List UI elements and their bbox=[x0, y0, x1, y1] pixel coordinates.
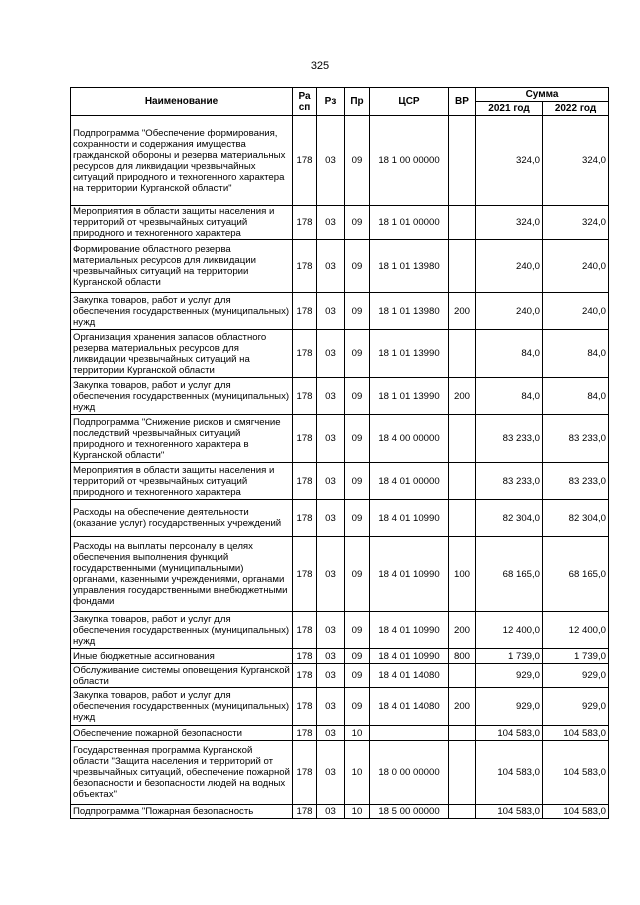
row-csr: 18 1 00 00000 bbox=[370, 116, 449, 206]
row-name: Закупка товаров, работ и услуг для обеспечения государственных (муниципальных) нужд bbox=[71, 293, 293, 330]
header-csr: ЦСР bbox=[370, 88, 449, 116]
row-ra: 178 bbox=[293, 378, 317, 415]
row-rz: 03 bbox=[317, 500, 345, 537]
header-year-2022: 2022 год bbox=[543, 102, 609, 116]
row-csr: 18 4 01 10990 bbox=[370, 500, 449, 537]
row-rz: 03 bbox=[317, 463, 345, 500]
row-name: Иные бюджетные ассигнования bbox=[71, 649, 293, 664]
row-pr: 09 bbox=[345, 330, 370, 378]
row-rz: 03 bbox=[317, 415, 345, 463]
table-row bbox=[71, 415, 609, 463]
row-ra: 178 bbox=[293, 537, 317, 612]
row-csr bbox=[370, 726, 449, 741]
row-pr: 09 bbox=[345, 415, 370, 463]
row-sum-2022: 84,0 bbox=[543, 378, 609, 415]
table-row bbox=[71, 726, 609, 741]
row-sum-2021: 240,0 bbox=[476, 240, 543, 293]
header-vr: ВР bbox=[449, 88, 476, 116]
row-vr: 200 bbox=[449, 293, 476, 330]
row-sum-2022: 12 400,0 bbox=[543, 612, 609, 649]
row-ra: 178 bbox=[293, 500, 317, 537]
table-row bbox=[71, 378, 609, 415]
row-csr: 18 1 01 13990 bbox=[370, 378, 449, 415]
row-sum-2021: 104 583,0 bbox=[476, 805, 543, 819]
row-rz: 03 bbox=[317, 688, 345, 726]
row-ra: 178 bbox=[293, 741, 317, 805]
row-sum-2022: 82 304,0 bbox=[543, 500, 609, 537]
row-rz: 03 bbox=[317, 116, 345, 206]
row-vr: 200 bbox=[449, 688, 476, 726]
row-sum-2022: 324,0 bbox=[543, 206, 609, 240]
row-sum-2022: 104 583,0 bbox=[543, 726, 609, 741]
table-row bbox=[71, 206, 609, 240]
row-name: Подпрограмма "Пожарная безопасность bbox=[71, 805, 293, 819]
row-sum-2022: 240,0 bbox=[543, 293, 609, 330]
row-csr: 18 4 01 14080 bbox=[370, 664, 449, 688]
page-number: 325 bbox=[310, 60, 330, 72]
row-sum-2021: 324,0 bbox=[476, 206, 543, 240]
row-name: Расходы на обеспечение деятельности (оказание услуг) государственных учреждений bbox=[71, 500, 293, 537]
row-sum-2022: 104 583,0 bbox=[543, 805, 609, 819]
row-vr: 200 bbox=[449, 378, 476, 415]
table-row bbox=[71, 330, 609, 378]
header-ra-line2: сп bbox=[298, 101, 311, 113]
row-name: Организация хранения запасов областного резерва материальных ресурсов для ликвидации чрезвычайных ситуаций на территории Курганской области bbox=[71, 330, 293, 378]
row-vr bbox=[449, 330, 476, 378]
row-pr: 09 bbox=[345, 649, 370, 664]
table-body bbox=[71, 116, 609, 819]
row-ra: 178 bbox=[293, 463, 317, 500]
row-csr: 18 0 00 00000 bbox=[370, 741, 449, 805]
table-row bbox=[71, 688, 609, 726]
table-row bbox=[71, 463, 609, 500]
row-pr: 09 bbox=[345, 688, 370, 726]
row-pr: 09 bbox=[345, 500, 370, 537]
row-pr: 10 bbox=[345, 805, 370, 819]
header-ra bbox=[293, 88, 317, 116]
row-sum-2021: 84,0 bbox=[476, 330, 543, 378]
table-row bbox=[71, 805, 609, 819]
row-sum-2021: 82 304,0 bbox=[476, 500, 543, 537]
row-vr bbox=[449, 805, 476, 819]
table-row bbox=[71, 240, 609, 293]
row-vr bbox=[449, 500, 476, 537]
row-rz: 03 bbox=[317, 726, 345, 741]
row-name: Подпрограмма "Снижение рисков и смягчение последствий чрезвычайных ситуаций природного и техногенного характера в Курганской области" bbox=[71, 415, 293, 463]
row-pr: 10 bbox=[345, 741, 370, 805]
row-pr: 09 bbox=[345, 612, 370, 649]
row-csr: 18 4 01 10990 bbox=[370, 612, 449, 649]
row-sum-2021: 104 583,0 bbox=[476, 741, 543, 805]
table-row bbox=[71, 293, 609, 330]
row-rz: 03 bbox=[317, 741, 345, 805]
row-sum-2022: 83 233,0 bbox=[543, 463, 609, 500]
row-pr: 09 bbox=[345, 116, 370, 206]
table-row bbox=[71, 612, 609, 649]
row-pr: 09 bbox=[345, 293, 370, 330]
row-sum-2021: 240,0 bbox=[476, 293, 543, 330]
row-ra: 178 bbox=[293, 330, 317, 378]
row-vr bbox=[449, 463, 476, 500]
row-csr: 18 4 01 14080 bbox=[370, 688, 449, 726]
row-vr bbox=[449, 240, 476, 293]
row-csr: 18 4 01 00000 bbox=[370, 463, 449, 500]
row-sum-2022: 104 583,0 bbox=[543, 741, 609, 805]
row-name: Мероприятия в области защиты населения и территорий от чрезвычайных ситуаций природного и техногенного характера bbox=[71, 463, 293, 500]
row-sum-2021: 1 739,0 bbox=[476, 649, 543, 664]
header-year-2021: 2021 год bbox=[476, 102, 543, 116]
row-vr bbox=[449, 116, 476, 206]
row-sum-2022: 240,0 bbox=[543, 240, 609, 293]
row-name: Закупка товаров, работ и услуг для обеспечения государственных (муниципальных) нужд bbox=[71, 378, 293, 415]
row-ra: 178 bbox=[293, 293, 317, 330]
row-rz: 03 bbox=[317, 330, 345, 378]
budget-table bbox=[70, 87, 609, 819]
row-rz: 03 bbox=[317, 206, 345, 240]
row-sum-2021: 104 583,0 bbox=[476, 726, 543, 741]
row-ra: 178 bbox=[293, 664, 317, 688]
row-csr: 18 5 00 00000 bbox=[370, 805, 449, 819]
row-pr: 09 bbox=[345, 537, 370, 612]
row-pr: 09 bbox=[345, 240, 370, 293]
row-sum-2021: 68 165,0 bbox=[476, 537, 543, 612]
row-sum-2022: 83 233,0 bbox=[543, 415, 609, 463]
row-ra: 178 bbox=[293, 206, 317, 240]
row-ra: 178 bbox=[293, 649, 317, 664]
row-vr: 800 bbox=[449, 649, 476, 664]
row-ra: 178 bbox=[293, 688, 317, 726]
row-rz: 03 bbox=[317, 537, 345, 612]
row-name: Обеспечение пожарной безопасности bbox=[71, 726, 293, 741]
row-ra: 178 bbox=[293, 116, 317, 206]
row-name: Расходы на выплаты персоналу в целях обеспечения выполнения функций государственными (муниципальными) органами, казенными учреждениями, органами управления государственными внебюджетными фондами bbox=[71, 537, 293, 612]
row-sum-2021: 83 233,0 bbox=[476, 415, 543, 463]
row-csr: 18 4 00 00000 bbox=[370, 415, 449, 463]
row-csr: 18 1 01 00000 bbox=[370, 206, 449, 240]
row-vr bbox=[449, 206, 476, 240]
row-rz: 03 bbox=[317, 664, 345, 688]
header-pr: Пр bbox=[345, 88, 370, 116]
row-sum-2021: 12 400,0 bbox=[476, 612, 543, 649]
row-vr: 100 bbox=[449, 537, 476, 612]
table-row bbox=[71, 649, 609, 664]
row-csr: 18 4 01 10990 bbox=[370, 537, 449, 612]
row-pr: 09 bbox=[345, 463, 370, 500]
row-sum-2021: 83 233,0 bbox=[476, 463, 543, 500]
row-name: Мероприятия в области защиты населения и территорий от чрезвычайных ситуаций природного и техногенного характера bbox=[71, 206, 293, 240]
row-vr: 200 bbox=[449, 612, 476, 649]
row-rz: 03 bbox=[317, 293, 345, 330]
row-pr: 09 bbox=[345, 206, 370, 240]
row-rz: 03 bbox=[317, 240, 345, 293]
row-vr bbox=[449, 741, 476, 805]
row-sum-2021: 84,0 bbox=[476, 378, 543, 415]
row-rz: 03 bbox=[317, 612, 345, 649]
row-vr bbox=[449, 664, 476, 688]
row-sum-2022: 929,0 bbox=[543, 688, 609, 726]
row-csr: 18 1 01 13990 bbox=[370, 330, 449, 378]
row-vr bbox=[449, 415, 476, 463]
row-vr bbox=[449, 726, 476, 741]
table-row bbox=[71, 537, 609, 612]
row-rz: 03 bbox=[317, 805, 345, 819]
header-name: Наименование bbox=[71, 88, 293, 116]
row-sum-2021: 929,0 bbox=[476, 688, 543, 726]
row-csr: 18 1 01 13980 bbox=[370, 240, 449, 293]
row-sum-2022: 68 165,0 bbox=[543, 537, 609, 612]
row-name: Закупка товаров, работ и услуг для обеспечения государственных (муниципальных) нужд bbox=[71, 688, 293, 726]
header-ra-line1: Ра bbox=[298, 90, 311, 102]
row-pr: 09 bbox=[345, 664, 370, 688]
row-pr: 10 bbox=[345, 726, 370, 741]
row-csr: 18 1 01 13980 bbox=[370, 293, 449, 330]
row-csr: 18 4 01 10990 bbox=[370, 649, 449, 664]
row-name: Государственная программа Курганской области "Защита населения и территорий от чрезвычайных ситуаций, обеспечение пожарной безопасности и безопасности людей на водных объектах" bbox=[71, 741, 293, 805]
row-sum-2022: 84,0 bbox=[543, 330, 609, 378]
header-sum: Сумма bbox=[476, 88, 609, 102]
row-ra: 178 bbox=[293, 612, 317, 649]
row-ra: 178 bbox=[293, 805, 317, 819]
table-row bbox=[71, 116, 609, 206]
row-rz: 03 bbox=[317, 378, 345, 415]
row-name: Обслуживание системы оповещения Курганской области bbox=[71, 664, 293, 688]
row-sum-2022: 324,0 bbox=[543, 116, 609, 206]
row-sum-2022: 929,0 bbox=[543, 664, 609, 688]
row-sum-2021: 929,0 bbox=[476, 664, 543, 688]
row-ra: 178 bbox=[293, 726, 317, 741]
row-pr: 09 bbox=[345, 378, 370, 415]
table-row bbox=[71, 500, 609, 537]
row-ra: 178 bbox=[293, 240, 317, 293]
row-name: Подпрограмма "Обеспечение формирования, сохранности и содержания имущества гражданской обороны и резерва материальных ресурсов для ликвидации чрезвычайных ситуаций природного и техногенного характера на территории Курганской области" bbox=[71, 116, 293, 206]
row-name: Закупка товаров, работ и услуг для обеспечения государственных (муниципальных) нужд bbox=[71, 612, 293, 649]
row-sum-2021: 324,0 bbox=[476, 116, 543, 206]
table-row bbox=[71, 741, 609, 805]
header-rz: Рз bbox=[317, 88, 345, 116]
row-name: Формирование областного резерва материальных ресурсов для ликвидации чрезвычайных ситуаций на территории Курганской области bbox=[71, 240, 293, 293]
row-ra: 178 bbox=[293, 415, 317, 463]
row-rz: 03 bbox=[317, 649, 345, 664]
table-row bbox=[71, 664, 609, 688]
row-sum-2022: 1 739,0 bbox=[543, 649, 609, 664]
